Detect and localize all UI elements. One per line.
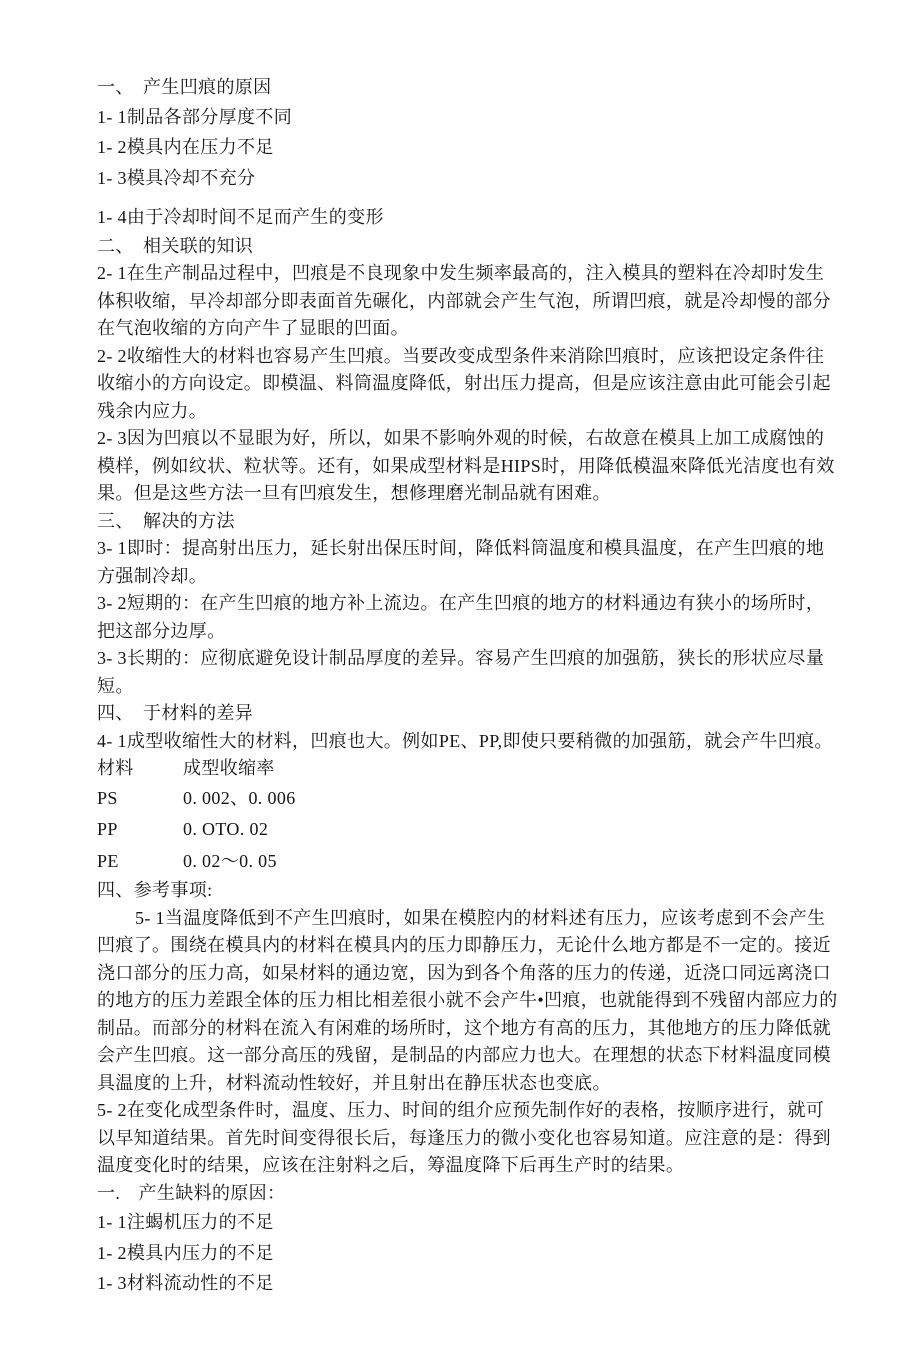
table-header-row: [97, 755, 837, 783]
table-cell-material: PP: [97, 819, 118, 839]
paragraph-line: 3- 3长期的：应彻底避免设计制品厚度的差异。容易产生凹痕的加强筋，狭长的形状应尽量: [97, 648, 825, 668]
paragraph-line: 果。但是这些方法一旦有凹痕发生，想修理磨光制品就有困难。: [97, 483, 611, 503]
paragraph-line: 3- 2短期的：在产生凹痕的地方补上流边。在产生凹痕的地方的材料通边有狭小的场所时，: [97, 593, 825, 613]
paragraph-line: 温度变化时的结果，应该在注射料之后，筹温度降下后再生产时的结果。: [97, 1155, 685, 1175]
section-heading: 三、 解决的方法: [97, 510, 235, 531]
paragraph-line: 3- 1即时：提高射出压力，延长射出保压时间，降低料筒温度和模具温度，在产生凹痕的地: [97, 538, 825, 558]
paragraph-line: 4- 1成型收缩性大的材料，凹痕也大。例如PE、PP,即使只要稍微的加强筋，就会产牛凹痕。: [97, 730, 833, 751]
paragraph-line: 收缩小的方向设定。即模温、料筒温度降低，射出压力提高，但是应该注意由此可能会引起: [97, 373, 831, 393]
table-cell-material: 材料: [97, 758, 134, 778]
paragraph-line: 具温度的上升，材料流动性较好，并且射出在静压状态也变底。: [97, 1072, 611, 1093]
list-item: 1- 1制品各部分厚度不同: [97, 106, 293, 127]
list-item: 1- 3模具冷却不充分: [97, 167, 256, 188]
section-heading: 一、 产生凹痕的原因: [97, 77, 272, 97]
table-cell-shrinkage-rate: 0. OTO. 02: [183, 819, 269, 839]
paragraph-line: 的地方的压力差跟全体的压力相比相差很小就不会产牛•凹痕，也就能得到不残留内部应力的: [97, 990, 838, 1010]
list-item: 1- 2模具内压力的不足: [97, 1242, 274, 1263]
paragraph-line: 体积收缩，早冷却部分即表面首先碾化，内部就会产生气泡，所谓凹痕，就是冷却慢的部分: [97, 290, 831, 311]
document-page: [97, 74, 837, 1299]
table-cell-shrinkage-rate: 0. 002、0. 006: [183, 787, 296, 808]
paragraph-line: 5- 2在变化成型条件时，温度、压力、时间的组介应预先制作好的表格，按顺序进行，就可: [97, 1100, 825, 1120]
list-item: 1- 2模具内在压力不足: [97, 137, 274, 157]
list-item: 1- 1注蝎机压力的不足: [97, 1212, 274, 1232]
section-heading: 四、 于材料的差异: [97, 703, 254, 723]
paragraph-line: 5- 1当温度降低到不产生凹痕时，如果在模腔内的材料述有压力，应该考虑到不会产生: [135, 907, 826, 928]
section-heading: 二、 相关联的知识: [97, 235, 254, 256]
paragraph-line: 2- 2收缩性大的材料也容易产生凹痕。当要改变成型条件来消除凹痕时，应该把设定条件往: [97, 345, 825, 366]
paragraph-line: 浇口部分的压力高，如杲材料的通边宽，因为到各个角落的压力的传递，近浇口同远离浇口: [97, 962, 831, 983]
paragraph-line: 在气泡收缩的方向产牛了显眼的凹面。: [97, 318, 409, 338]
paragraph-line: 残余内应力。: [97, 400, 208, 421]
table-cell-material: PS: [97, 787, 118, 808]
paragraph-line: 方强制冷却。: [97, 565, 208, 586]
table-row: [97, 783, 837, 815]
list-item: 1- 4由于冷却时间不足而产生的变形: [97, 207, 384, 227]
paragraph-line: 短。: [97, 675, 134, 696]
paragraph-line: 会产生凹痕。这一部分高压的残留，是制品的内部应力也大。在理想的状态下材料温度同模: [97, 1045, 831, 1065]
paragraph-line: 模样，例如纹状、粒状等。还有，如果成型材料是HIPS时，用降低模温來降低光洁度也有效: [97, 455, 835, 476]
list-item: 1- 3材料流动性的不足: [97, 1273, 274, 1293]
paragraph-line: 把这部分边厚。: [97, 620, 226, 641]
table-row: [97, 814, 837, 846]
paragraph-line: 以早知道结果。首先时间变得很长后，每逢压力的微小变化也容易知道。应注意的是：得到: [97, 1127, 831, 1148]
paragraph-line: 制品。而部分的材料在流入有闲难的场所时，这个地方有高的压力，其他地方的压力降低就: [97, 1017, 831, 1038]
table-cell-material: PE: [97, 850, 119, 871]
paragraph-line: 2- 3因为凹痕以不显眼为好，所以，如果不影响外观的时候，右故意在模具上加工成腐蚀的: [97, 428, 825, 448]
table-cell-shrinkage-rate: 成型收缩率: [183, 758, 275, 778]
paragraph-line: 凹痕了。围绕在模具内的材料在模具内的压力即静压力，无论什么地方都是不一定的。接近: [97, 935, 831, 955]
table-cell-shrinkage-rate: 0. 02～0. 05: [183, 850, 277, 871]
table-row: [97, 846, 837, 878]
section-heading: 一. 产生缺料的原因：: [97, 1182, 286, 1203]
section-heading: 四、参考事项:: [97, 880, 213, 900]
paragraph-line: 2- 1在生产制品过程中，凹痕是不良现象中发生频率最高的，注入模具的塑料在冷却时发生: [97, 263, 825, 283]
